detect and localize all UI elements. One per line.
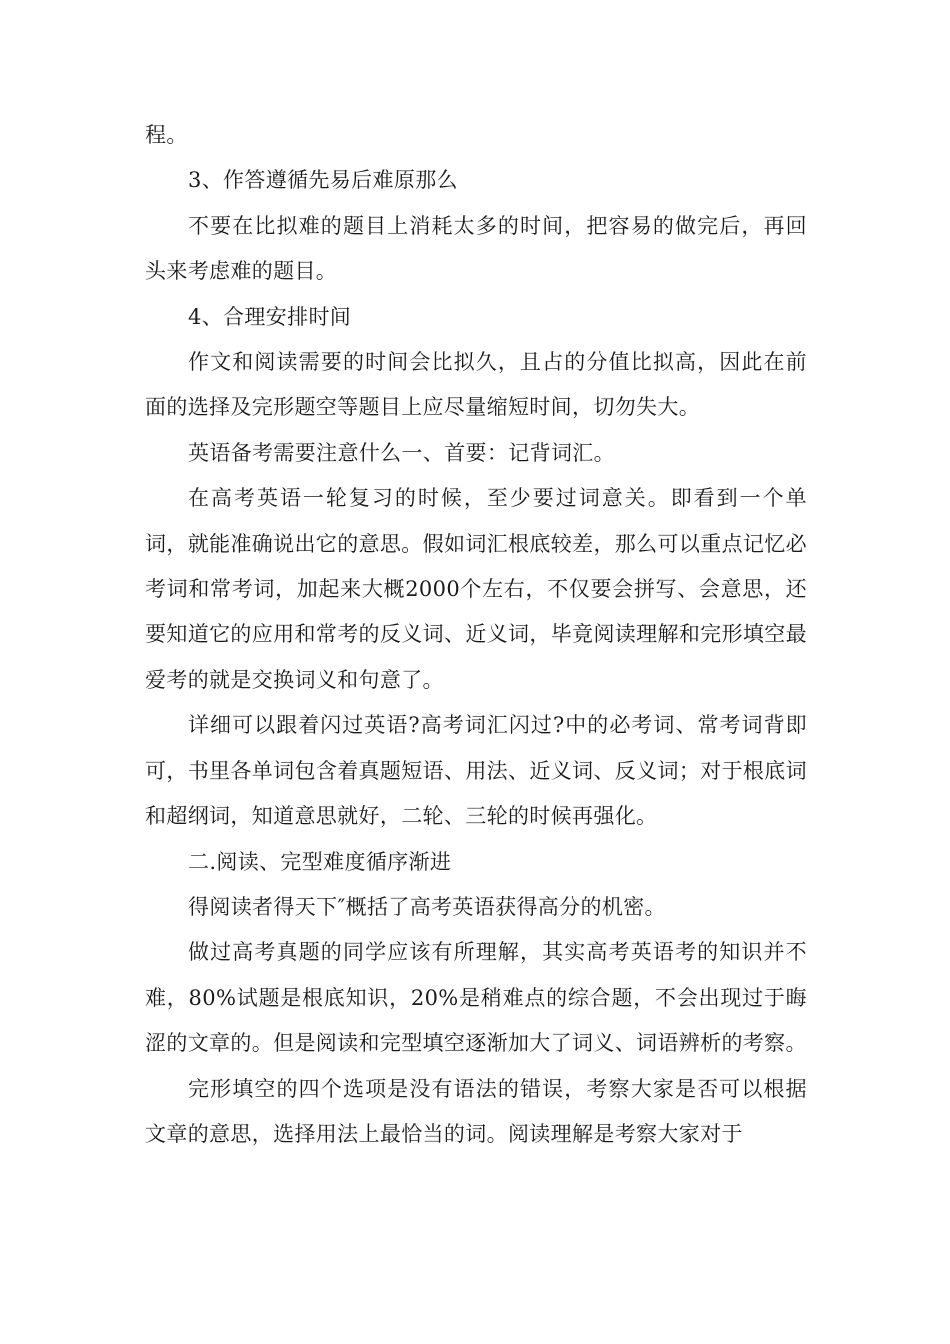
heading-item-4: 4、合理安排时间 bbox=[188, 304, 352, 329]
paragraph-continuation: 程。 bbox=[145, 123, 188, 147]
section-heading-reading: 二.阅读、完型难度循序渐进 bbox=[188, 849, 452, 874]
section-heading-vocabulary: 英语备考需要注意什么一、首要：记背词汇。 bbox=[188, 440, 615, 465]
paragraph: 作文和阅读需要的时间会比拟久，且占的分值比拟高，因此在前面的选择及完形题空等题目上应尽量缩短时间，切勿失大。 bbox=[145, 350, 807, 420]
heading-item-3: 3、作答遵循先易后难原那么 bbox=[188, 168, 458, 193]
document-body bbox=[145, 113, 807, 1157]
paragraph: 得阅读者得天下″概括了高考英语获得高分的机密。 bbox=[188, 894, 666, 919]
paragraph: 详细可以跟着闪过英语?高考词汇闪过?中的必考词、常考词背即可，书里各单词包含着真题短语、用法、近义词、反义词；对于根底词和超纲词，知道意思就好，二轮、三轮的时候再强化。 bbox=[145, 713, 807, 829]
paragraph: 不要在比拟难的题目上消耗太多的时间，把容易的做完后，再回头来考虑难的题目。 bbox=[145, 213, 807, 284]
paragraph: 做过高考真题的同学应该有所理解，其实高考英语考的知识并不难，80%试题是根底知识，20%是稍难点的综合题，不会出现过于晦涩的文章的。但是阅读和完型填空逐渐加大了词义、词语辨析的考察。 bbox=[145, 940, 807, 1056]
paragraph: 完形填空的四个选项是没有语法的错误，考察大家是否可以根据文章的意思，选择用法上最恰当的词。阅读理解是考察大家对于 bbox=[145, 1076, 807, 1146]
paragraph: 在高考英语一轮复习的时候，至少要过词意关。即看到一个单词，就能准确说出它的意思。假如词汇根底较差，那么可以重点记忆必考词和常考词，加起来大概2000个左右，不仅要会拼写、会意思，还要知道它的应用和常考的反义词、近义词，毕竟阅读理解和完形填空最爱考的就是交换词义和句意了。 bbox=[145, 486, 807, 692]
